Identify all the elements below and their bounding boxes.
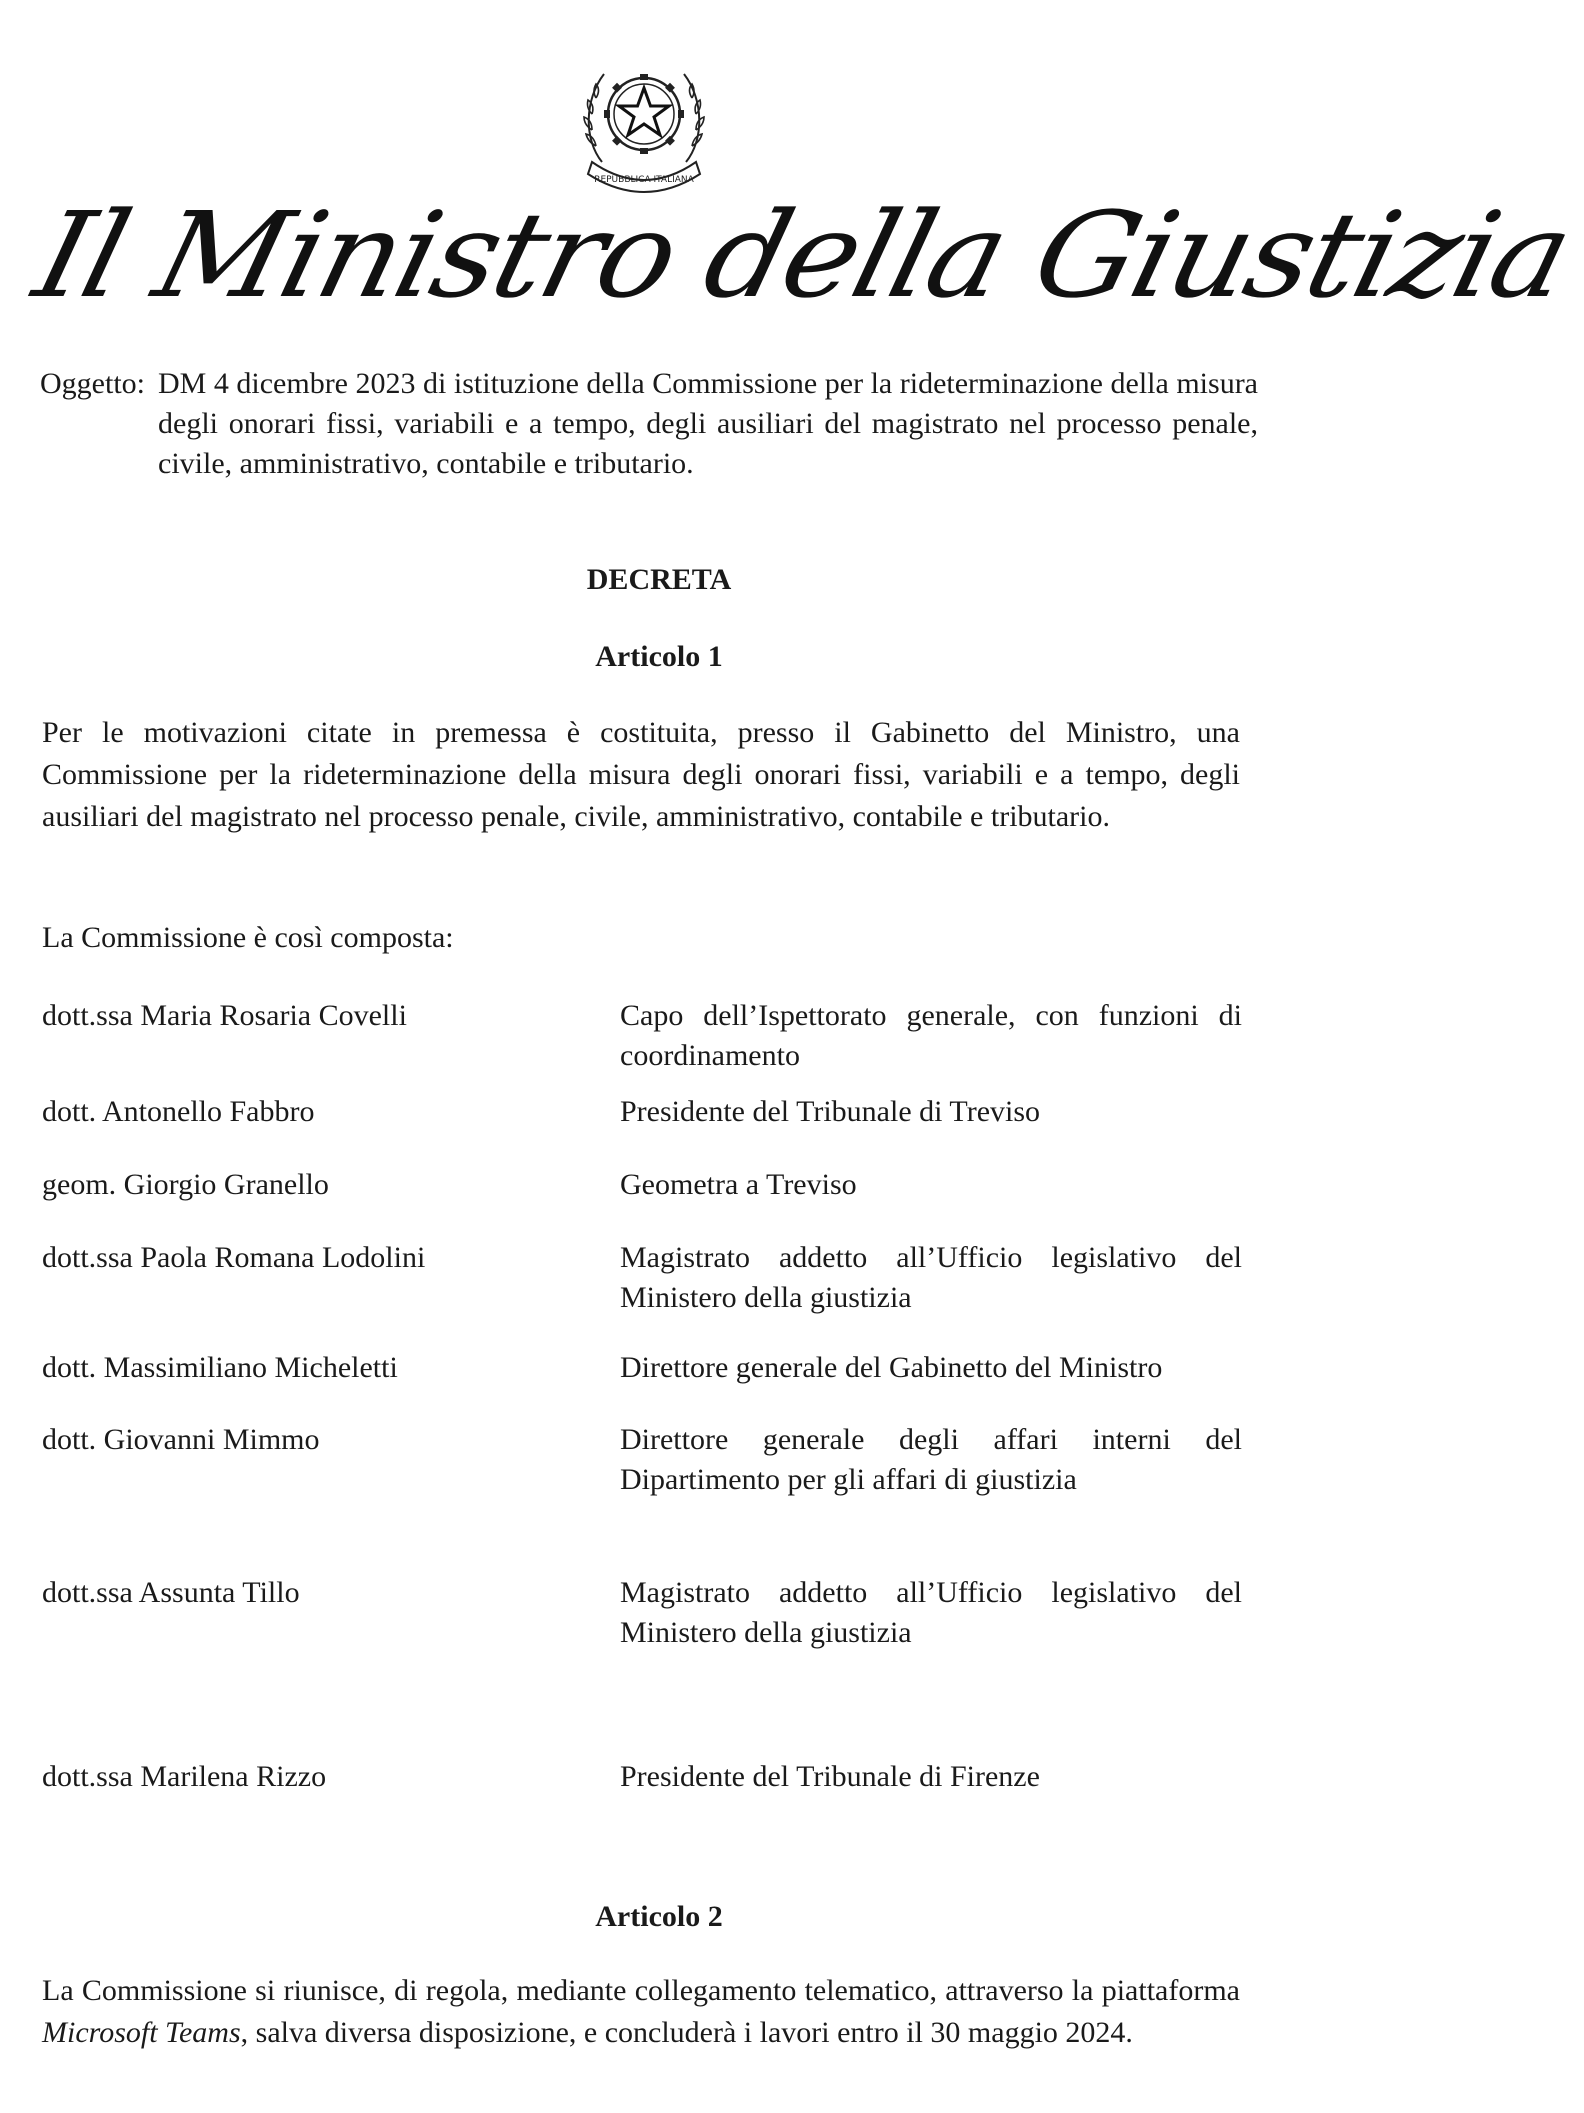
article-1-text: Per le motivazioni citate in premessa è costituita, presso il Gabinetto del Ministro, una Commissione per la rideterminazione della misura degli onorari fissi, variabili e a tempo, degli ausiliari del magistrato nel processo penale, civile, amministrativo, contabile e tributario. [42, 716, 1240, 833]
member-role: Direttore generale degli affari interni del Dipartimento per gli affari di giustizia [620, 1423, 1242, 1496]
subject-block [40, 364, 1258, 484]
member-name: dott. Antonello Fabbro [42, 1095, 315, 1128]
article-2-text-after: , salva diversa disposizione, e concluderà i lavori entro il 30 maggio 2024. [240, 2016, 1133, 2049]
member-name: dott.ssa Paola Romana Lodolini [42, 1241, 426, 1274]
emblem-ribbon-text: REPUBBLICA ITALIANA [594, 175, 694, 185]
member-role: Magistrato addetto all’Ufficio legislativo del Ministero della giustizia [620, 1576, 1242, 1649]
member-role: Geometra a Treviso [620, 1168, 857, 1201]
article-2-text-before: La Commissione si riunisce, di regola, mediante collegamento telematico, attraverso la piattaforma [42, 1974, 1240, 2007]
composition-intro: La Commissione è così composta: [42, 921, 454, 954]
emblem-icon [574, 50, 714, 198]
member-name: dott.ssa Maria Rosaria Covelli [42, 999, 407, 1032]
member-role: Capo dell’Ispettorato generale, con funzioni di coordinamento [620, 999, 1242, 1072]
decree-heading: DECRETA [586, 563, 732, 596]
member-role: Presidente del Tribunale di Firenze [620, 1760, 1040, 1793]
ministry-title: Il Ministro della Giustizia [22, 186, 1583, 324]
member-role: Direttore generale del Gabinetto del Ministro [620, 1351, 1163, 1384]
platform-name: Microsoft Teams [42, 2016, 241, 2049]
member-name: dott. Giovanni Mimmo [42, 1423, 320, 1456]
subject-label: Oggetto: [40, 367, 145, 400]
member-name: dott.ssa Marilena Rizzo [42, 1760, 327, 1793]
member-role: Magistrato addetto all’Ufficio legislativo del Ministero della giustizia [620, 1241, 1242, 1314]
article-2-text [42, 1970, 1240, 2054]
member-name: dott.ssa Assunta Tillo [42, 1576, 300, 1609]
member-role: Presidente del Tribunale di Treviso [620, 1095, 1041, 1128]
article-2-title: Articolo 2 [595, 1900, 723, 1933]
subject-text: DM 4 dicembre 2023 di istituzione della Commissione per la rideterminazione della misura degli onorari fissi, variabili e a tempo, degli ausiliari del magistrato nel processo penale, civile, amministrativo, contabile e tributario. [158, 367, 1258, 480]
article-1-title: Articolo 1 [595, 640, 723, 673]
member-name: dott. Massimiliano Micheletti [42, 1351, 398, 1384]
member-name: geom. Giorgio Granello [42, 1168, 329, 1201]
